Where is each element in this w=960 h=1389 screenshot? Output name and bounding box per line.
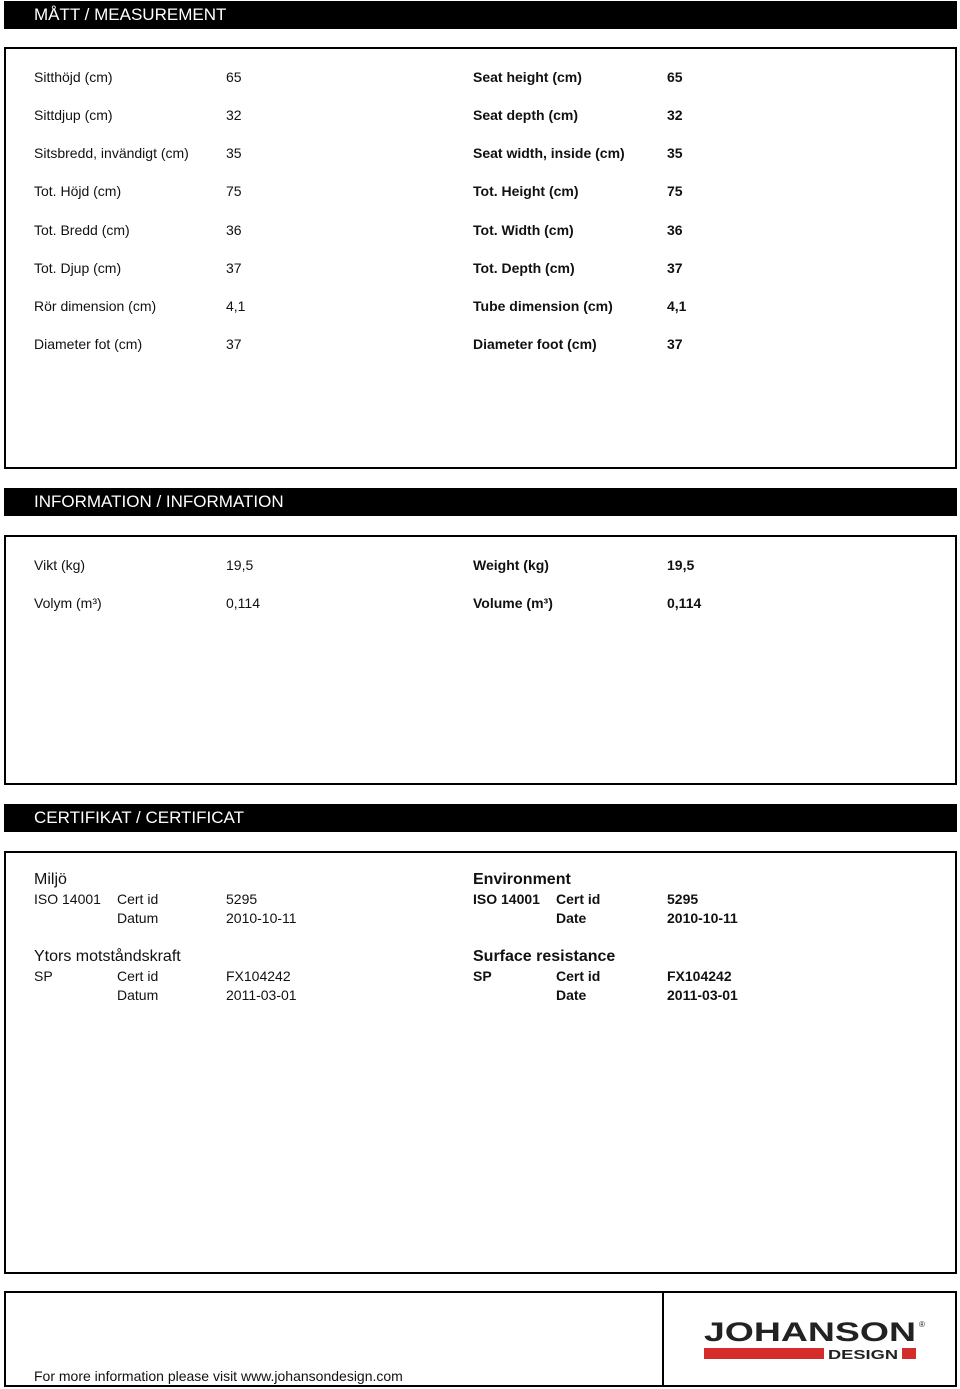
certificate-panel [4, 851, 957, 1274]
standard: SP [473, 968, 492, 984]
en-value: 35 [667, 145, 683, 161]
date-label: Date [556, 910, 587, 926]
en-label: Tube dimension (cm) [473, 298, 613, 314]
sv-label: Tot. Höjd (cm) [34, 183, 122, 199]
information-header: INFORMATION / INFORMATION [4, 488, 957, 516]
cert-id: 5295 [226, 891, 258, 907]
logo-sub-text: DESIGN [828, 1347, 898, 1362]
cert-id: 5295 [667, 891, 699, 907]
table-row [6, 593, 955, 613]
en-label: Diameter foot (cm) [473, 336, 597, 352]
sv-value: 36 [226, 222, 242, 238]
sv-value: 65 [226, 69, 242, 85]
en-label: Tot. Depth (cm) [473, 260, 575, 276]
en-heading: Surface resistance [473, 948, 616, 965]
en-value: 37 [667, 336, 683, 352]
cert-label: Cert id [117, 968, 159, 984]
en-value: 65 [667, 69, 683, 85]
en-heading: Environment [473, 871, 571, 888]
en-label: Tot. Height (cm) [473, 183, 579, 199]
sv-label: Tot. Djup (cm) [34, 260, 122, 276]
sv-label: Rör dimension (cm) [34, 298, 157, 314]
en-label: Volume (m³) [473, 595, 553, 611]
en-value: 36 [667, 222, 683, 238]
cert-id: FX104242 [667, 968, 732, 984]
sv-value: 19,5 [226, 557, 254, 573]
en-label: Tot. Width (cm) [473, 222, 574, 238]
table-row [6, 67, 955, 87]
cert-label: Cert id [556, 968, 601, 984]
information-panel [4, 535, 957, 785]
sv-label: Sitsbredd, invändigt (cm) [34, 145, 189, 161]
date-label: Date [556, 987, 587, 1003]
table-row [6, 143, 955, 163]
footer-link-text[interactable]: For more information please visit www.johansondesign.com [34, 1368, 403, 1384]
cert-heading-row [6, 870, 955, 889]
table-row [6, 220, 955, 240]
table-row [6, 258, 955, 278]
date-label: Datum [117, 910, 159, 926]
logo-accent-bar-right [902, 1348, 916, 1359]
en-label: Seat width, inside (cm) [473, 145, 625, 161]
footer-logo-panel [662, 1291, 957, 1387]
table-row [6, 105, 955, 125]
date-value: 2010-10-11 [226, 910, 297, 926]
table-row [6, 334, 955, 354]
en-value: 19,5 [667, 557, 695, 573]
date-value: 2011-03-01 [226, 987, 297, 1003]
en-label: Weight (kg) [473, 557, 549, 573]
sv-value: 0,114 [226, 595, 260, 611]
date-label: Datum [117, 987, 159, 1003]
johanson-design-logo [704, 1315, 934, 1365]
standard: SP [34, 968, 53, 984]
sv-label: Diameter fot (cm) [34, 336, 143, 352]
measurement-panel [4, 47, 957, 469]
cert-label: Cert id [117, 891, 159, 907]
cert-date-row [6, 909, 955, 928]
date-value: 2011-03-01 [667, 987, 738, 1003]
sv-value: 35 [226, 145, 242, 161]
sv-value: 37 [226, 336, 242, 352]
en-label: Seat depth (cm) [473, 107, 579, 123]
sv-value: 75 [226, 183, 242, 199]
en-value: 75 [667, 183, 683, 199]
footer-info-panel [4, 1291, 664, 1387]
cert-id-row [6, 967, 955, 986]
sv-value: 37 [226, 260, 242, 276]
table-row [6, 181, 955, 201]
sv-value: 4,1 [226, 298, 246, 314]
sv-heading: Miljö [34, 871, 67, 888]
cert-label: Cert id [556, 891, 601, 907]
cert-heading-row [6, 947, 955, 966]
sv-label: Volym (m³) [34, 595, 102, 611]
cert-date-row [6, 986, 955, 1005]
table-row [6, 555, 955, 575]
date-value: 2010-10-11 [667, 910, 738, 926]
sv-label: Tot. Bredd (cm) [34, 222, 130, 238]
cert-id: FX104242 [226, 968, 291, 984]
measurement-header: MÅTT / MEASUREMENT [4, 1, 957, 29]
registered-mark-icon: ® [919, 1320, 925, 1329]
en-value: 0,114 [667, 595, 702, 611]
sv-value: 32 [226, 107, 242, 123]
logo-accent-bar-left [704, 1348, 824, 1359]
cert-id-row [6, 890, 955, 909]
sv-heading: Ytors motståndskraft [34, 948, 181, 965]
en-value: 37 [667, 260, 683, 276]
en-value: 4,1 [667, 298, 687, 314]
sv-label: Sittdjup (cm) [34, 107, 113, 123]
certificate-header: CERTIFIKAT / CERTIFICAT [4, 804, 957, 832]
standard: ISO 14001 [34, 891, 101, 907]
en-label: Seat height (cm) [473, 69, 582, 85]
logo-main-text: JOHANSON [704, 1317, 916, 1347]
table-row [6, 296, 955, 316]
sv-label: Sitthöjd (cm) [34, 69, 113, 85]
en-value: 32 [667, 107, 683, 123]
sv-label: Vikt (kg) [34, 557, 86, 573]
standard: ISO 14001 [473, 891, 540, 907]
